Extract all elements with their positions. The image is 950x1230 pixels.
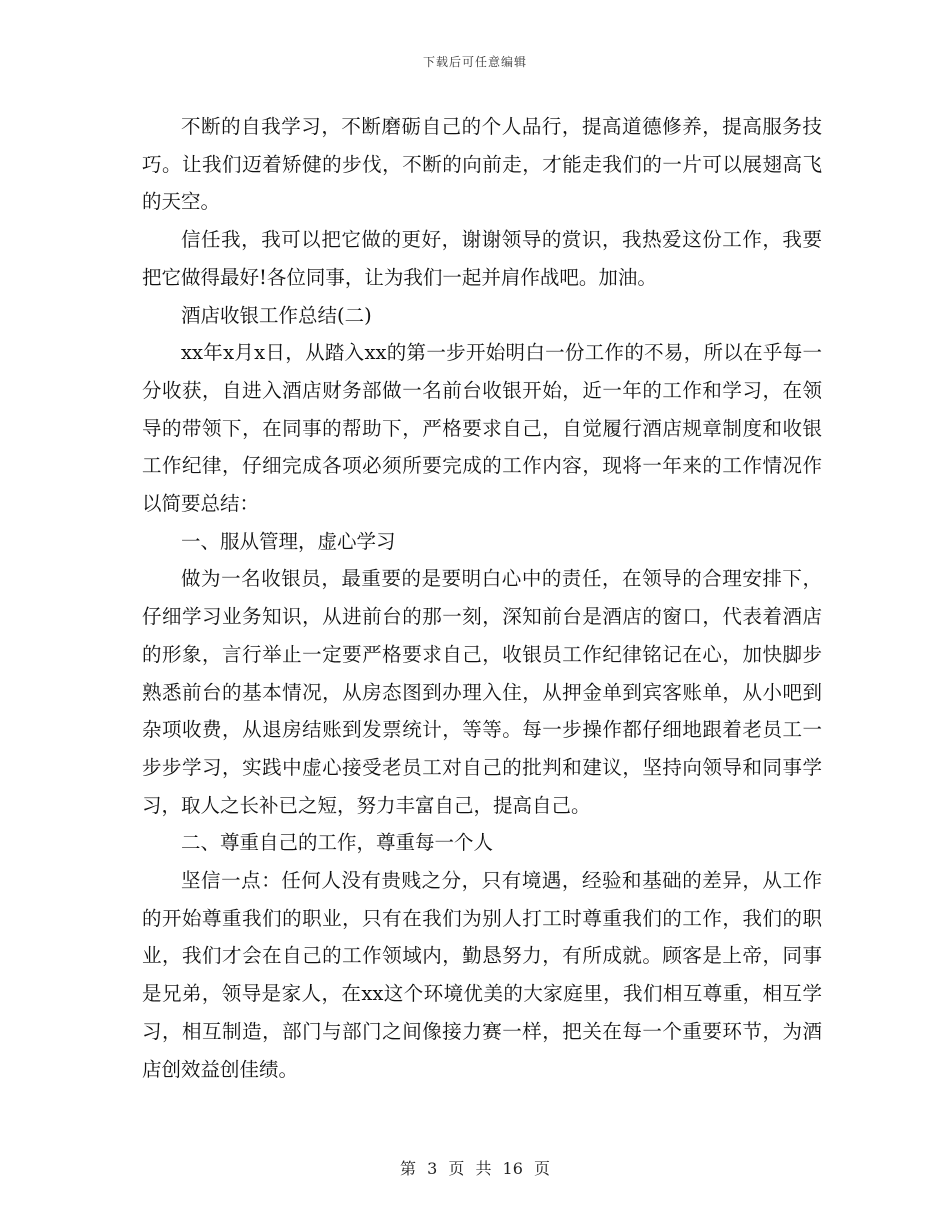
section-title: 酒店收银工作总结(二) [181, 303, 372, 327]
body-paragraph: 做为一名收银员，最重要的是要明白心中的责任，在领导的合理安排下，仔细学习业务知识，从进前台的那一刻，深知前台是酒店的窗口，代表着酒店的形象，言行举止一定要严格要求自己，收银员工作纪律铭记在心，加快脚步熟悉前台的基本情况，从房态图到办理入住，从押金单到宾客账单，从小吧到杂项收费，从退房结账到发票统计，等等。每一步操作都仔细地跟着老员工一步步学习，实践中虚心接受老员工对自己的批判和建议，坚持向领导和同事学习，取人之长补已之短，努力丰富自己，提高自己。 [142, 567, 822, 817]
page-header: 下载后可任意编辑 [422, 55, 527, 69]
section-heading: 一、服从管理，虚心学习 [181, 529, 396, 553]
body-paragraph: xx年x月x日，从踏入xx的第一步开始明白一份工作的不易，所以在乎每一分收获，自进入酒店财务部做一名前台收银开始，近一年的工作和学习，在领导的带领下，在同事的帮助下，严格要求自己，自觉履行酒店规章制度和收银工作纪律，仔细完成各项必须所要完成的工作内容，现将一年来的工作情况作以简要总结： [142, 341, 822, 516]
document-body [142, 108, 822, 1088]
body-paragraph: 信任我，我可以把它做的更好，谢谢领导的赏识，我热爱这份工作，我要把它做得最好!各位同事，让为我们一起并肩作战吧。加油。 [142, 228, 822, 289]
body-paragraph: 不断的自我学习，不断磨砺自己的个人品行，提高道德修养，提高服务技巧。让我们迈着矫健的步伐，不断的向前走，才能走我们的一片可以展翅高飞的天空。 [142, 115, 822, 214]
page-number: 第 3 页 共 16 页 [400, 1159, 550, 1178]
body-paragraph: 坚信一点：任何人没有贵贱之分，只有境遇，经验和基础的差异，从工作的开始尊重我们的职业，只有在我们为别人打工时尊重我们的工作，我们的职业，我们才会在自己的工作领域内，勤恳努力，有所成就。顾客是上帝，同事是兄弟，领导是家人，在xx这个环境优美的大家庭里，我们相互尊重，相互学习，相互制造，部门与部门之间像接力赛一样，把关在每一个重要环节，为酒店创效益创佳绩。 [142, 869, 822, 1081]
section-heading: 二、尊重自己的工作，尊重每一个人 [181, 831, 494, 855]
